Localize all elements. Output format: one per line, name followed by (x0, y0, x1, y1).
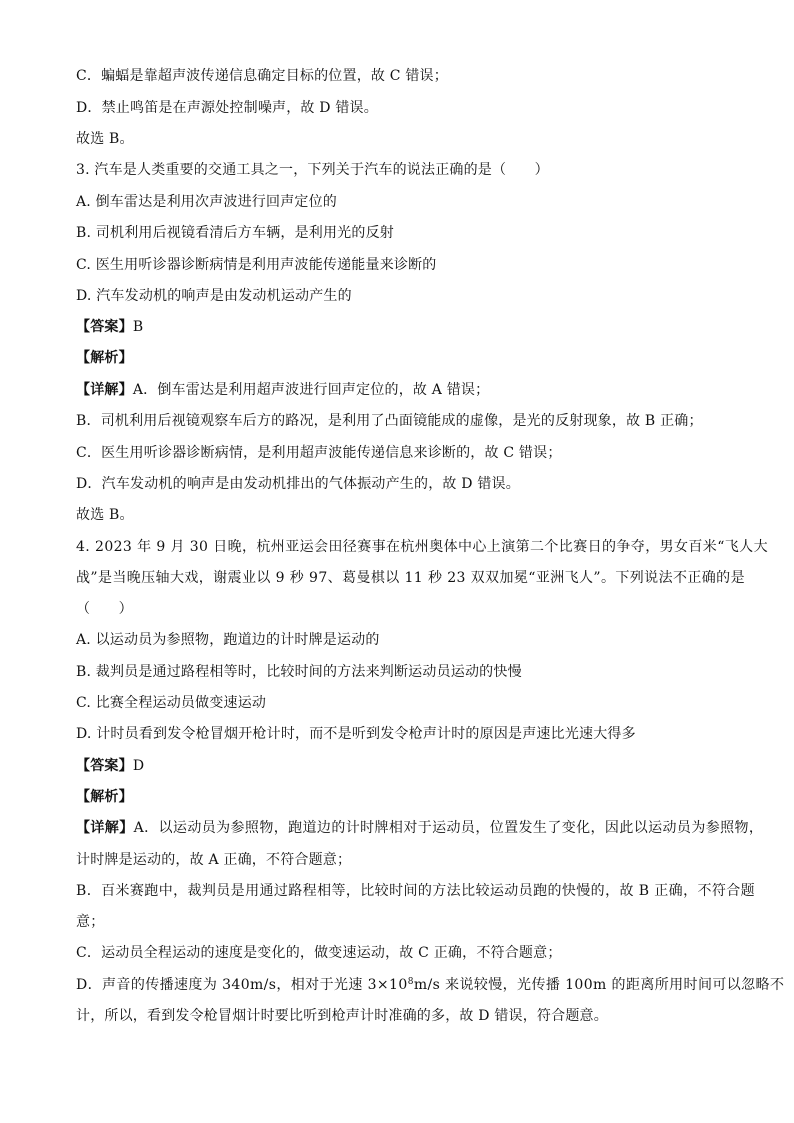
q4-answer: 【答案】D (76, 758, 145, 774)
q4-analysis-heading: 【解析】 (76, 789, 133, 805)
q3-option-b: B. 司机利用后视镜看清后方车辆，是利用光的反射 (76, 225, 394, 241)
q3-answer: 【答案】B (76, 319, 144, 335)
q3-detail-d: D．汽车发动机的响声是由发动机排出的气体振动产生的，故 D 错误。 (76, 476, 520, 492)
q3-analysis-heading: 【解析】 (76, 350, 133, 366)
q4-stem-line-2: 战”是当晚压轴大戏，谢震业以 9 秒 97、葛曼棋以 11 秒 23 双双加冕“亚洲飞人”。下列说法不正确的是 (76, 570, 745, 586)
prev-explain-d: D．禁止鸣笛是在声源处控制噪声，故 D 错误。 (76, 100, 378, 116)
q3-detail-a: 【详解】A．倒车雷达是利用超声波进行回声定位的，故 A 错误； (76, 382, 490, 398)
q4-detail-b-line-2: 意； (76, 914, 105, 930)
q4-option-a: A. 以运动员为参照物，跑道边的计时牌是运动的 (76, 632, 380, 648)
q3-conclusion: 故选 B。 (76, 507, 134, 523)
q4-stem-line-1: 4. 2023 年 9 月 30 日晚，杭州亚运会田径赛事在杭州奥体中心上演第二个比赛日的争夺，男女百米“飞人大 (76, 539, 768, 555)
q3-detail-c: C．医生用听诊器诊断病情，是利用超声波能传递信息来诊断的，故 C 错误； (76, 445, 562, 461)
prev-explain-c: C．蝙蝠是靠超声波传递信息确定目标的位置，故 C 错误； (76, 68, 448, 84)
prev-conclusion: 故选 B。 (76, 131, 134, 147)
q3-stem: 3. 汽车是人类重要的交通工具之一，下列关于汽车的说法正确的是（ ） (76, 162, 549, 178)
q3-detail-b: B．司机利用后视镜观察车后方的路况，是利用了凸面镜能成的虚像，是光的反射现象，故 B 正确； (76, 413, 703, 429)
q4-detail-c: C．运动员全程运动的速度是变化的，做变速运动，故 C 正确，不符合题意； (76, 945, 562, 961)
q4-option-b: B. 裁判员是通过路程相等时，比较时间的方法来判断运动员运动的快慢 (76, 664, 522, 680)
q4-option-c: C. 比赛全程运动员做变速运动 (76, 695, 267, 711)
q3-option-d: D. 汽车发动机的响声是由发动机运动产生的 (76, 288, 352, 304)
q4-detail-a-line-1: 【详解】A．以运动员为参照物，跑道边的计时牌相对于运动员，位置发生了变化，因此以运动员为参照物， (76, 820, 764, 836)
q3-option-c: C. 医生用听诊器诊断病情是利用声波能传递能量来诊断的 (76, 257, 437, 273)
q3-option-a: A. 倒车雷达是利用次声波进行回声定位的 (76, 194, 338, 210)
q4-detail-a-line-2: 计时牌是运动的，故 A 正确，不符合题意； (76, 852, 352, 868)
q4-stem-line-3: （ ） (76, 601, 133, 617)
q4-option-d: D. 计时员看到发令枪冒烟开枪计时，而不是听到发令枪声计时的原因是声速比光速大得多 (76, 726, 636, 742)
q4-detail-d-line-1: D．声音的传播速度为 340m/s，相对于光速 $3\times 10^8m/s$ 来说较慢，光传播 100m 的距离所用时间可以忽略不 (76, 977, 785, 993)
q4-detail-b-line-1: B．百米赛跑中，裁判员是用通过路程相等，比较时间的方法比较运动员跑的快慢的，故 B 正确，不符合题 (76, 883, 756, 899)
q4-detail-d-line-2: 计，所以，看到发令枪冒烟计时要比听到枪声计时准确的多，故 D 错误，符合题意。 (76, 1008, 608, 1024)
